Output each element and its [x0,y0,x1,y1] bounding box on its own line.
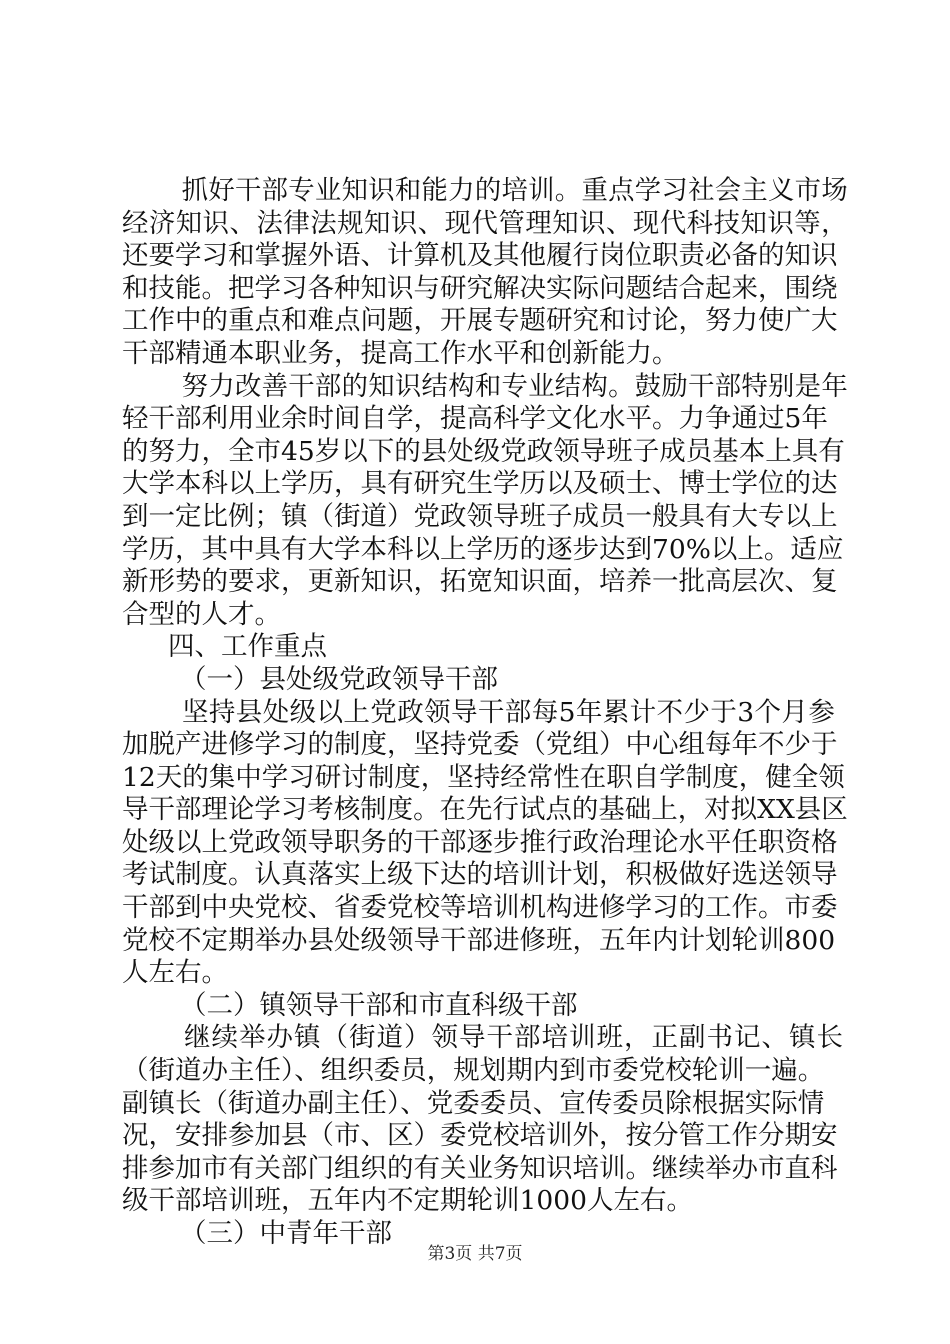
text-line: 人左右。 [122,957,228,989]
text-line: 况，安排参加县（市、区）委党校培训外，按分管工作分期安 [122,1120,838,1152]
text-line: 继续举办镇（街道）领导干部培训班，正副书记、镇长 [184,1022,844,1054]
text-line: 处级以上党政领导职务的干部逐步推行政治理论水平任职资格 [122,826,838,858]
text-line: 干部到中央党校、省委党校等培训机构进修学习的工作。市委 [122,892,838,924]
text-line: （一）县处级党政领导干部 [180,663,498,695]
text-line: 的努力，全市45岁以下的县处级党政领导班子成员基本上具有 [122,435,845,467]
page-footer: 第3页 共7页 [427,1244,523,1264]
text-line: 学历，其中具有大学本科以上学历的逐步达到70%以上。适应 [122,533,844,565]
text-line: 考试制度。认真落实上级下达的培训计划，积极做好选送领导 [122,859,838,891]
text-line: 导干部理论学习考核制度。在先行试点的基础上，对拟XX县区 [122,794,848,826]
text-line: 还要学习和掌握外语、计算机及其他履行岗位职责必备的知识 [122,240,838,272]
text-line: 级干部培训班，五年内不定期轮训1000人左右。 [122,1185,693,1217]
text-line: 努力改善干部的知识结构和专业结构。鼓励干部特别是年 [181,370,848,402]
text-line: 副镇长（街道办副主任）、党委委员、宣传委员除根据实际情 [122,1087,825,1119]
document-body [122,175,849,1251]
text-line: 四、工作重点 [168,631,327,663]
text-line: 合型的人才。 [122,598,281,630]
text-line: 大学本科以上学历，具有研究生学历以及硕士、博士学位的达 [122,468,838,500]
text-line: 工作中的重点和难点问题，开展专题研究和讨论，努力使广大 [122,305,838,337]
text-line: 抓好干部专业知识和能力的培训。重点学习社会主义市场 [181,175,848,206]
text-line: 坚持县处级以上党政领导干部每5年累计不少于3个月参 [182,696,836,728]
text-line: 新形势的要求，更新知识，拓宽知识面，培养一批高层次、复 [122,566,838,598]
text-line: 到一定比例；镇（街道）党政领导班子成员一般具有大专以上 [122,500,838,532]
text-line: （二）镇领导干部和市直科级干部 [180,989,578,1021]
text-line: 经济知识、法律法规知识、现代管理知识、现代科技知识等， [122,207,849,239]
text-line: （三）中青年干部 [180,1218,392,1249]
text-line: （街道办主任）、组织委员，规划期内到市委党校轮训一遍。 [122,1055,825,1087]
text-line: 12天的集中学习研讨制度，坚持经常性在职自学制度，健全领 [122,761,845,793]
text-line: 加脱产进修学习的制度，坚持党委（党组）中心组每年不少于 [122,729,838,761]
text-line: 党校不定期举办县处级领导干部进修班，五年内计划轮训800 [122,924,836,956]
text-line: 轻干部利用业余时间自学，提高科学文化水平。力争通过5年 [122,403,828,435]
text-line: 干部精通本职业务，提高工作水平和创新能力。 [122,337,679,369]
text-line: 和技能。把学习各种知识与研究解决实际问题结合起来，围绕 [122,272,838,304]
text-line: 排参加市有关部门组织的有关业务知识培训。继续举办市直科 [122,1152,838,1184]
